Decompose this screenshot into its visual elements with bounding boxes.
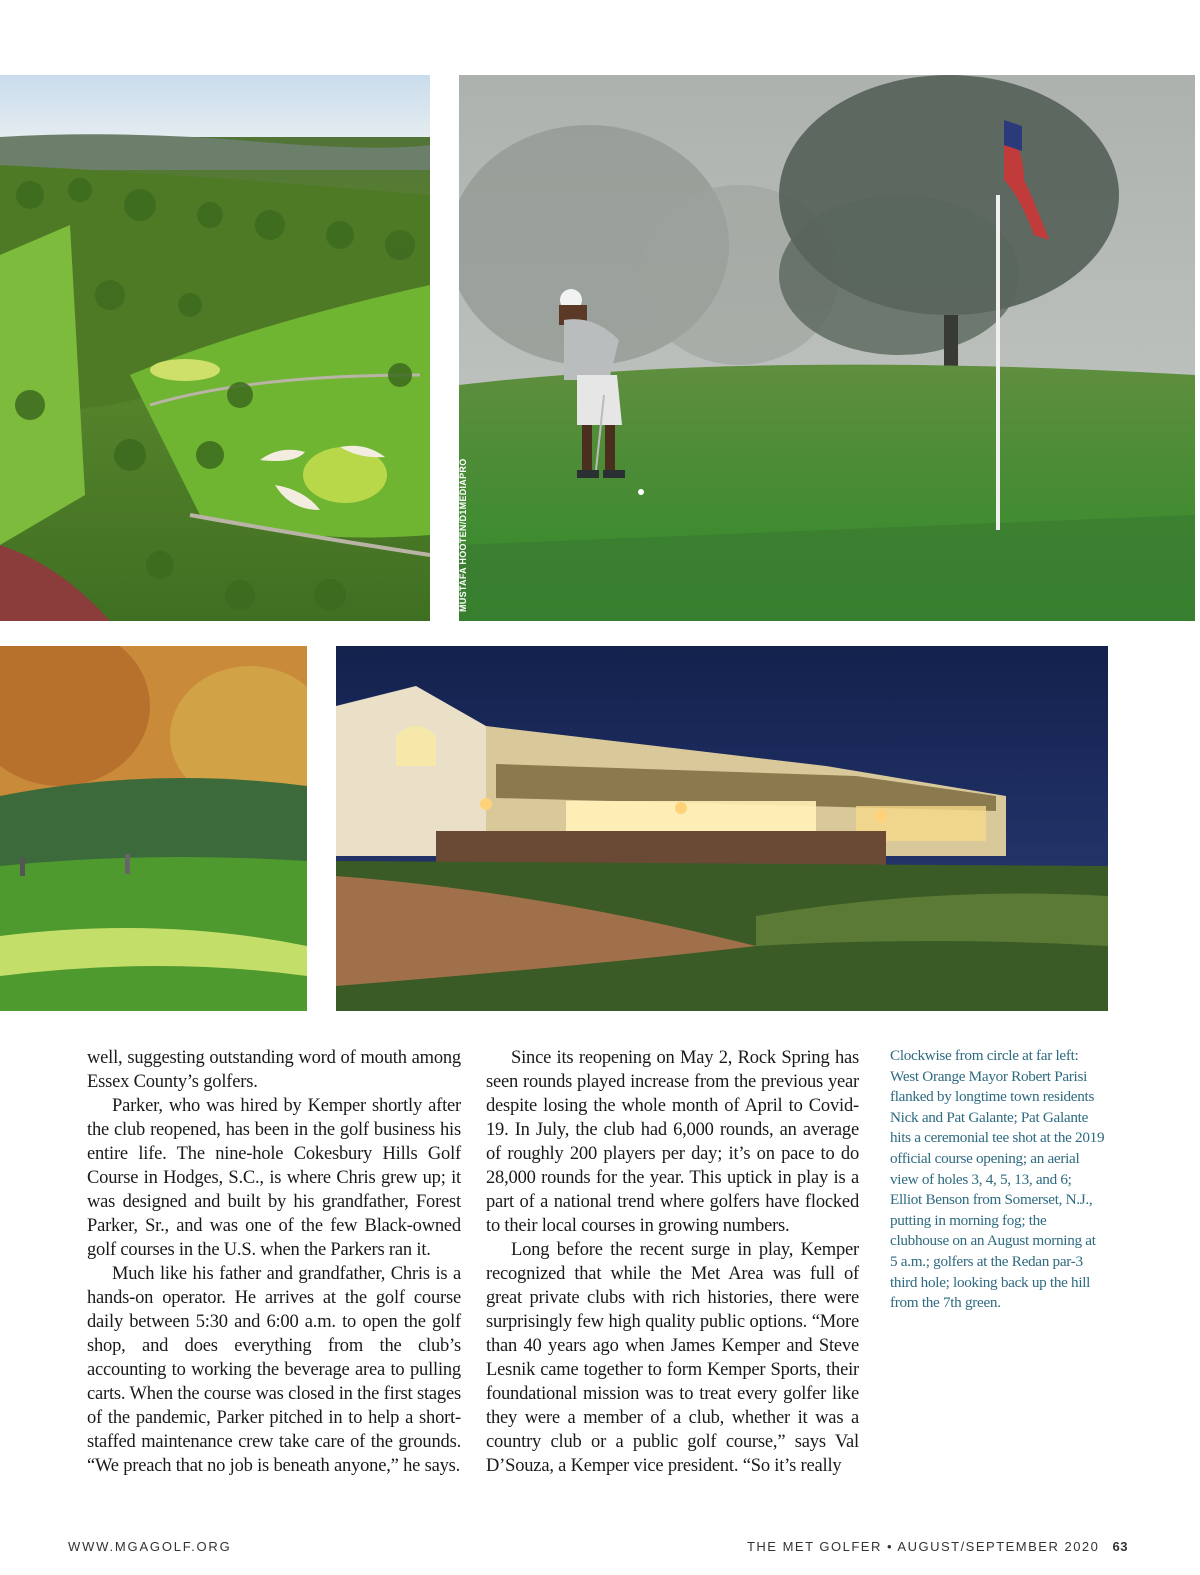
article-column-left: [87, 1046, 461, 1478]
paragraph: well, suggesting outstanding word of mouth among Essex County’s golfers.: [87, 1048, 461, 1092]
fairway-autumn-photo: [0, 646, 307, 1011]
paragraph: Parker, who was hired by Kemper shortly after the club reopened, has been in the golf business his entire life. The nine-hole Cokesbury Hills Golf Course in Hodges, S.C., is where Chris grew up; it was designed and built by his grandfather, Forest Parker, Sr., and was one of the few Black-owned golf courses in the U.S. when the Parkers ran it.: [87, 1096, 461, 1260]
article-column-middle: [486, 1046, 859, 1478]
clubhouse-night-photo: [336, 646, 1108, 1011]
paragraph: Much like his father and grandfather, Chris is a hands-on operator. He arrives at the golf course daily between 5:30 and 6:00 a.m. to open the golf shop, and does everything from the club’s accounting to working the beverage area to pulling carts. When the course was closed in the first stages of the pandemic, Parker pitched in to help a short-staffed maintenance crew take care of the grounds. “We preach that no job is beneath anyone,” he says.: [87, 1264, 461, 1476]
paragraph: Since its reopening on May 2, Rock Spring has seen rounds played increase from the previous year despite losing the whole month of April to Covid-19. In July, the club had 6,000 rounds, an average of roughly 200 players per day; it’s on pace to do 28,000 rounds for the year. This uptick in play is a part of a national trend where golfers have flocked to their local courses in growing numbers.: [486, 1048, 859, 1236]
footer-publication-title: THE MET GOLFER • AUGUST/SEPTEMBER 2020: [746, 1539, 1100, 1554]
aerial-course-photo: [0, 75, 430, 621]
paragraph: Long before the recent surge in play, Kemper recognized that while the Met Area was full of great private clubs with rich histories, there were surprisingly few high quality public options. “More than 40 years ago when James Kemper and Steve Lesnik came together to form Kemper Sports, their foundational mission was to treat every golfer like they were a member of a club, whether it was a country club or a public golf course,” says Val D’Souza, a Kemper vice president. “So it’s really: [486, 1240, 859, 1476]
footer-website: WWW.MGAGOLF.ORG: [68, 1539, 232, 1554]
photo-credit: MUSTAFA HOOTEN/D1MEDIAPRO: [458, 458, 468, 612]
page-number: 63: [1112, 1539, 1128, 1554]
footer-publication: [747, 1539, 1128, 1554]
golfer-putting-fog-photo: [459, 75, 1195, 621]
photo-caption: Clockwise from circle at far left: West Orange Mayor Robert Parisi flanked by longtime town residents Nick and Pat Galante; Pat Galante hits a ceremonial tee shot at the 2019 official course opening; an aerial view of holes 3, 4, 5, 13, and 6; Elliot Benson from Somerset, N.J., putting in morning fog; the clubhouse on an August morning at 5 a.m.; golfers at the Redan par-3 third hole; looking back up the hill from the 7th green.: [890, 1047, 1105, 1312]
